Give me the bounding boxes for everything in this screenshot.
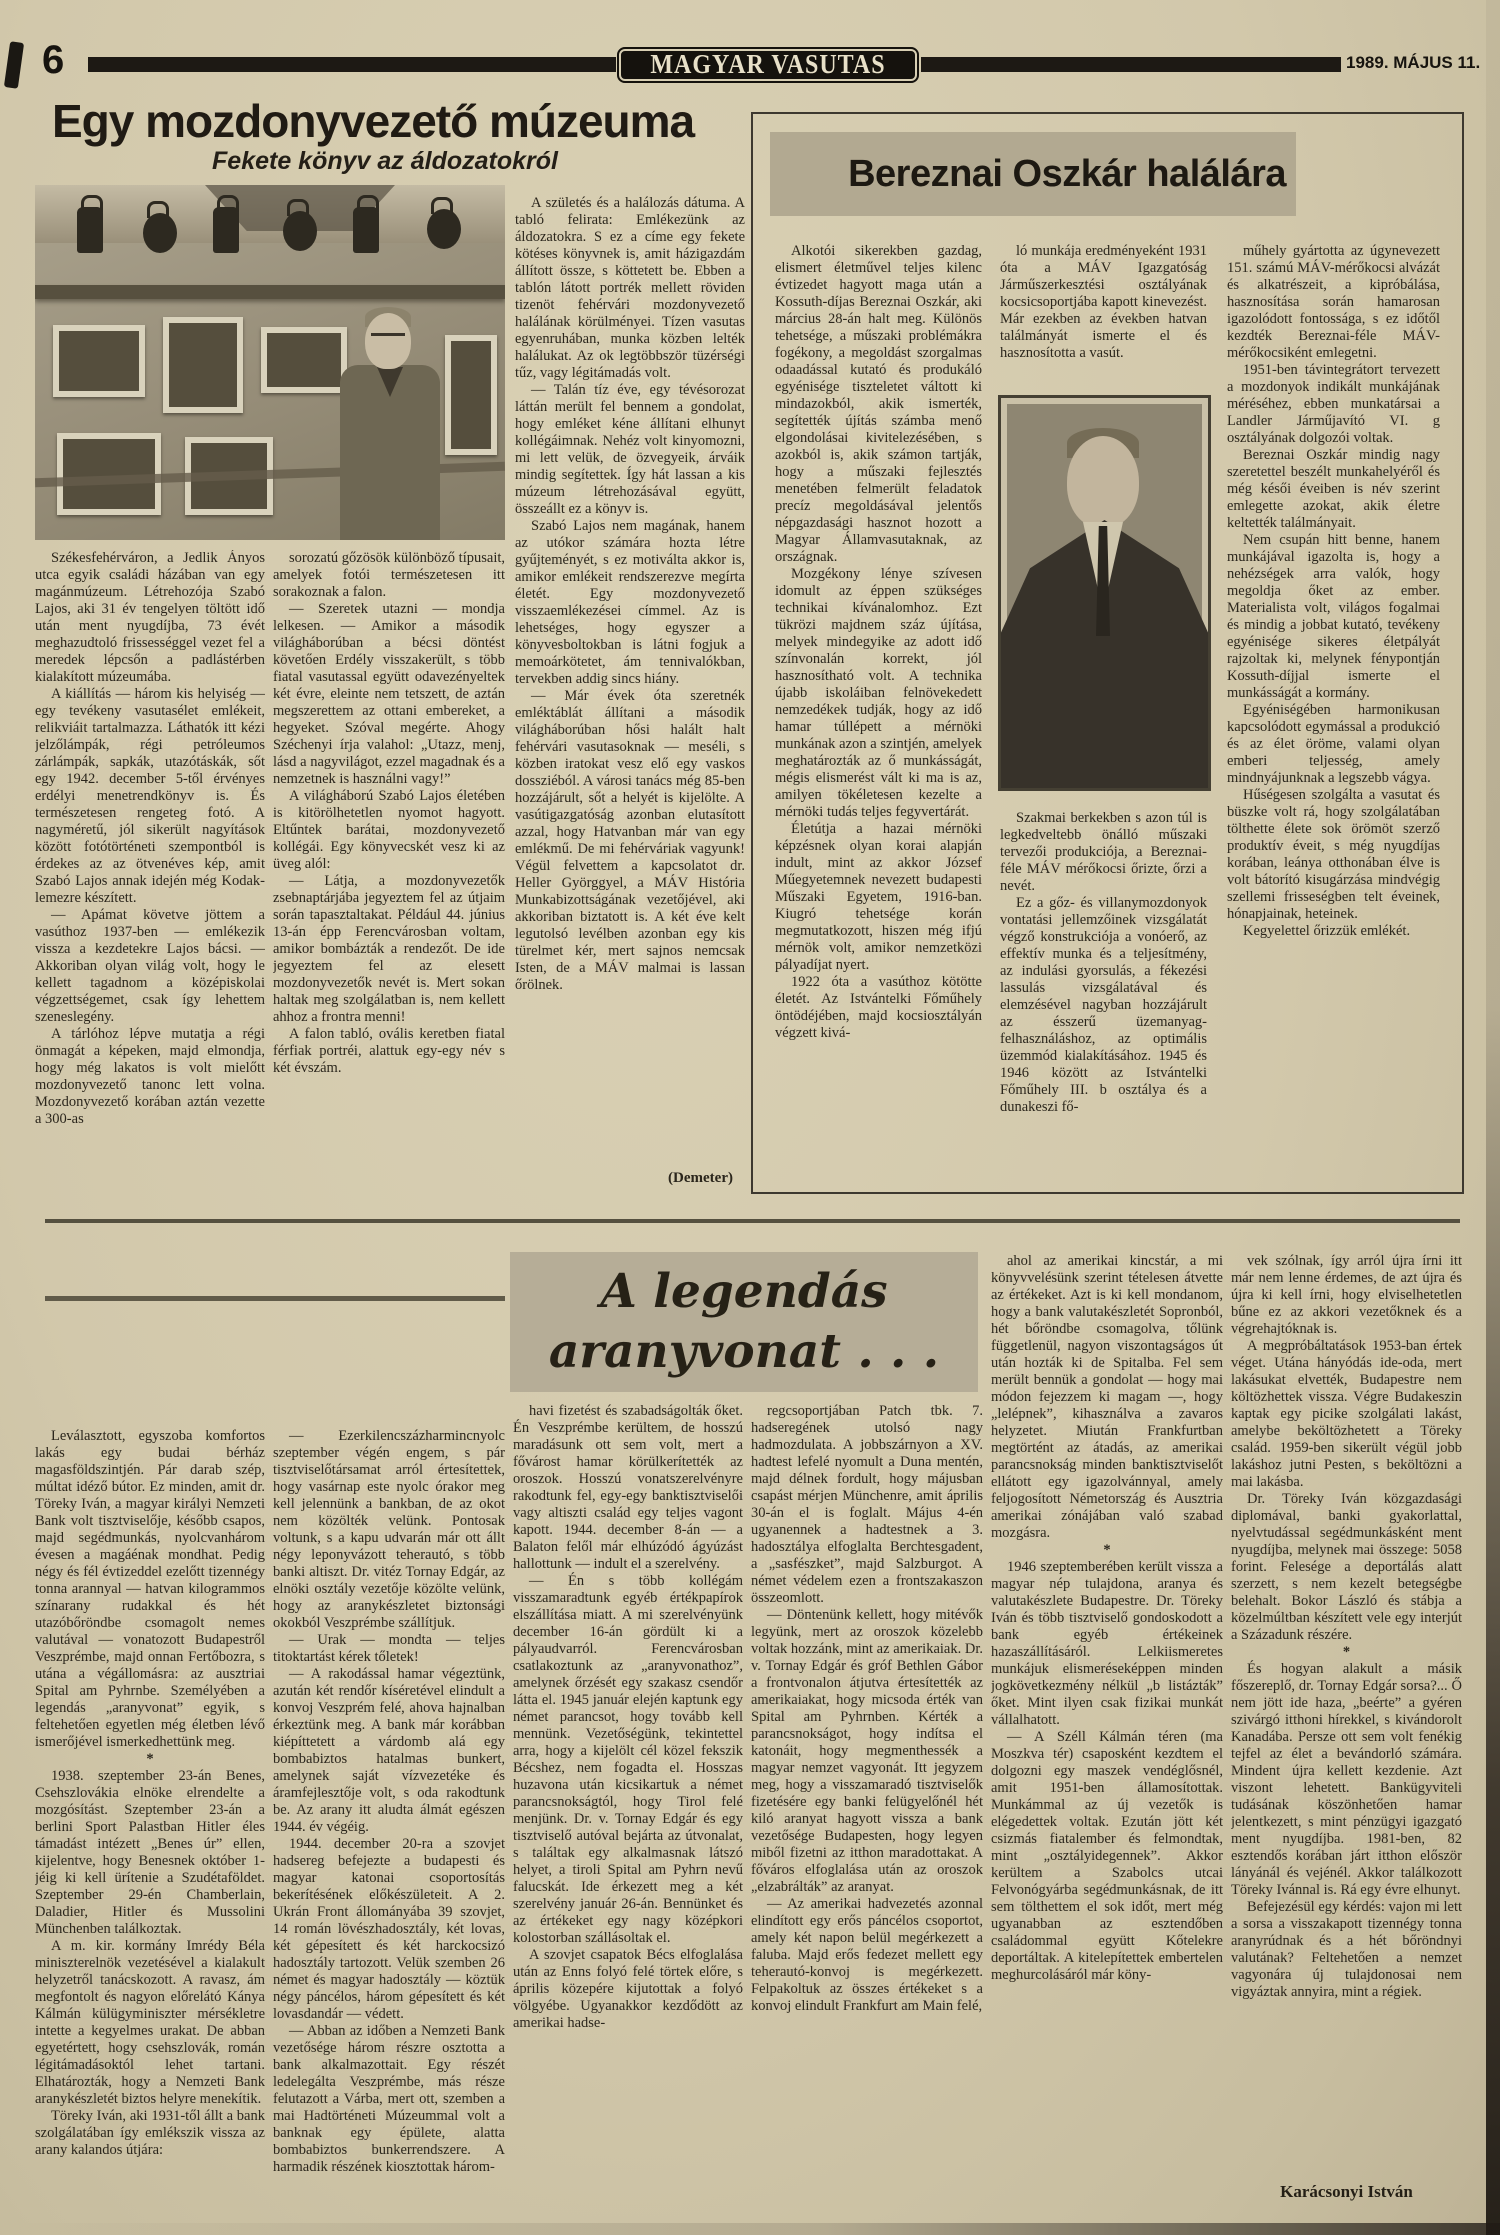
article2-headline: Bereznai Oszkár halálára bbox=[848, 152, 1286, 195]
article1-headline: Egy mozdonyvezető múzeuma bbox=[52, 95, 695, 147]
article3-column-4: regcsoportjában Patch tbk. 7. hadseregének utolsó nagy hadmozdulata. A jobbszárnyon a XV. hadtest lefelé nyomult a Duna mentén, majd délnek fordult, hogy májusban csapást mérjen Münchenre, amit április 30-án el is foglalt. Május 4-én ugyanennek a hadtestnek a 3. hadosztálya elfoglalta Berchtesgadent, a „sasfészket”, majd Salzburgot. A német védelem ezen a frontszakaszon összeomlott. — Döntenünk kellett, hogy mitévők legyünk, mert az oroszok közelebb voltak hozzánk, mint az amerikaiak. Dr. v. Tornay Edgár és gróf Bethlen Gábor a frontvonalon átjutva értesítették az amerikaiakat, hogy micsoda érték van Spital am Pyhrnben. Kérték a parancsnokságot, hogy indítsa el katonáit, hogy megmenthessék a magyar nemzet vagyonát. Itt jegyzem meg, hogy a visszamaradó tisztviselők fizetésére egy banki felügyelőnél hét kiló aranyat hagyott vissza a bank vezetősége Budapesten, hogy legyen miből fizetni az itthon maradottakat. A főváros elfoglalása után az oroszok „elzabrálták” az aranyat. — Az amerikai hadvezetés azonnal elindított egy erős páncélos csoportot, amely két napon belül megérkezett a faluba. Majd erős fedezet mellett egy teherautó-konvoj is megérkezett. Felpakoltuk az összes értékeket s a konvoj elindult Frankfurt am Main felé, bbox=[751, 1403, 983, 2014]
article3-column-6: vek szólnak, így arról újra írni itt már nem lenne érdemes, de azt újra és újra ki kell írni, hogy elviselhetetlen bűne ez az akkori vezetőknek és a végrehajtóknak is. A megpróbáltatások 1953-ban értek véget. Utána hányódás ide-oda, mert lakásukat elvették, Budapestre nem költözhettek vissza. Végre Budakeszin kaptak egy picike szolgálati lakást, amelybe beköltözhetett a Töreky család. 1959-ben sikerült végül jobb lakáshoz jutni Pesten, s beköltözni a mai lakásba. Dr. Töreky Iván közgazdasági diplomával, banki gyakorlattal, nyelvtudással segédmunkásként ment nyugdíjba, melynek mai összege: 5058 forint. Felesége a deportálás alatt szerzett, s nem kezelt betegségbe belehalt. Bokor László és stábja a közelmúltban készített vele egy interjút a Századunk részére. * És hogyan alakult a másik főszereplő, dr. Tornay Edgár sorsa?... Ő nem jött ide haza, „beérte” a gyéren szivárgó itthoni hírekkel, s kivándorolt Kanadába. Persze ott sem volt fenékig tejfel az élet a bevándorló számára. Mindent újra kellett kezdenie. Azt viszont lehetett. Bankügyviteli tudásának köszönhetően hamar jelentkezett, s mint pénzügyi igazgató ment nyugdíjba. 1981-ben, 82 esztendős korában járt itthon először lányánál és vejénél. Akkor találkozott Töreky Ivánnal is. Rá egy évre elhunyt. Befejezésül egy kérdés: vajon mi lett a sorsa a visszakapott tizennégy tonna aranyrúdnak és a hét bőröndnyi valutának? Feltehetően a nemzet vagyonára új tulajdonosai nem vigyáztak annyira, mint a régiek. bbox=[1231, 1253, 1462, 2000]
article1-column-3: A születés és a halálozás dátuma. A tabló felirata: Emlékezünk az áldozatokra. S ez a címe egy fekete kötéses könyvnek is, amit házigazdám állított össze, s köttetett be. Ebben a tablón látott portrék mellett röviden tizenöt fehérvári mozdonyvezető halálának körülményei. Tízen vasutas egyenruhában, munka közben lelték halálukat. Az ok legtöbbször tüzérségi tűz, vagy légitámadás volt. — Talán tíz éve, egy tévésorozat láttán merült fel bennem a gondolat, hogy emléket kéne állítani elhunyt kollégáimnak. Nehéz volt kinyomozni, mi lett velük, de özvegyeik, árváik mindig segítettek. Így hát lassan a kis múzeum létrehozásával együtt, összeállt ez a könyv is. Szabó Lajos nem magának, hanem az utókor számára hozta létre gyűjteményét, s ez motiválta akkor is, amikor emlékeit rendszerezve megírta életét. Egy mozdonyvezető visszaemlékezései címmel. Az is lehetséges, hogy egyszer a könyvesboltokban is látni fogjuk a memoárkötetet, ám tennivalókban, tervekben addig sincs hiány. — Már évek óta szeretnék emléktáblát állítani a második világháborúban hősi halált halt fehérvári vasutasoknak — meséli, s közben iratokat vesz elő egy vaskos dossziéból. A városi tanács még 85-ben hozzájárult, sőt a helyét is kijelölte. A vasútigazgatóság azonban elutasított azzal, hogy Hatvanban már van egy emlékmű. De mi fehérváriak vagyunk! Végül felvettem a kapcsolatot dr. Heller Györggyel, a MÁV História Munkabizottságának vezetőjével, aki akkoriban biztatott is. A két éve kelt legutolsó levélben azonban egy kis türelmet kér, mert sajnos nemcsak Isten, de a MÁV malmai is lassan őrölnek. bbox=[515, 195, 745, 993]
scan-edge-right bbox=[1486, 0, 1500, 2235]
glasses-icon bbox=[371, 333, 405, 344]
masthead-logo bbox=[617, 47, 919, 83]
section-divider-left bbox=[45, 1296, 505, 1301]
article3-column-1: Leválasztott, egyszoba komfortos lakás egy budai bérház magasföldszintjén. Pár darab szép, múltat idéző bútor. Ez minden, amit dr. Töreky Iván, a magyar királyi Nemzeti Bank volt tisztviselője, később csapos, majd segédmunkás, nyolcvanhárom évesen a magáénak mondhat. Pedig négy és fél évtizeddel ezelőtt tizennégy tonna arannyal — hatvan kilogrammos színarany rudakkal és hét utazóbőröndbe csomagolt nemes valutával — vonatozott Budapestről Veszprémbe, majd onnan Fertőbozra, s utána a végállomásra: az ausztriai Spital am Pyhrnbe. Személyében a legendás „aranyvonat” egyik, s feltehetően egyetlen még életben lévő ismerőjével ismerkedhettünk meg. * 1938. szeptember 23-án Benes, Csehszlovákia elnöke elrendelte a mozgósítást. Szeptember 23-án a berlini Sport Palastban Hitler éles támadást intézett „Benes úr” ellen, kijelentve, hogy Benesnek október 1-jéig ki kell ürítenie a Szudétaföldet. Szeptember 29-én Chamberlain, Daladier, Hitler és Mussolini Münchenben találkoztak. A m. kir. kormány Imrédy Béla miniszterelnök vezetésével a kialakult helyzetről tanácskozott. A ravasz, ám megfontolt és nagyon előrelátó Kánya Kálmán külügyminiszter mérsékletre intette a kegyelmes urakat. De abban egyetértett, hogy csehszlovák, román légitámadásoktól lehet tartani. Elhatározták, hogy a Nemzeti Bank aranykészletét biztos helyre menekítik. Töreky Iván, aki 1931-től állt a bank szolgálatában így emlékszik vissza az arany kalandos útjára: bbox=[35, 1428, 265, 2158]
article3-title-line2: aranyvonat . . . bbox=[548, 1324, 940, 1379]
article3-column-5: ahol az amerikai kincstár, a mi könyvvelésünk szerint tételesen átvette az értékeket. Azt is ki kell mondanom, hogy a bank valutakészletét Sopronból, hét bőröndbe csomagolva, tőlünk függetlenül, nagyon viszontagságos út után hozták ki de Spitalba. Fel sem merült bennük a gondolat — hogy mai módon fejezzem ki magam —, hogy „lelépnek”, kihasználva a zavaros helyzetet. Miután Frankfurtban megtörtént az átadás, az amerikai parancsnokság minden banktisztviselőt ellátott egy igazolvánnyal, amely feljogosított Németország és Ausztria amerikai zónájában való szabad mozgásra. * 1946 szeptemberében került vissza a magyar nép tulajdona, aranya és valutakészlete Budapestre. Dr. Töreky Iván és több tisztviselő gondoskodott a bank egyéb értékeinek hazaszállításáról. Lelkiismeretes munkájuk elismeréseképpen minden jogkövetkezmény nélkül „b listázták” őket. Mint ilyen csak fizikai munkát vállalhatott. — A Széll Kálmán téren (ma Moszkva tér) csaposként kezdtem el dolgozni egy maszek vendéglősnél, amit 1951-ben államosítottak. Munkámmal az új vezetők is elégedettek voltak. Ezután jött két csizmás fiatalember és felmondtak, mint „osztályidegennek”. Akkor kerültem a Szabolcs utcai Felvonógyárba segédmunkásnak, de itt sem tölthettem el sok időt, mert még ugyanabban az esztendőben családommal együtt Kőtelekre deportáltak. A kitelepítettek embertelen meghurcolásáról már köny- bbox=[991, 1253, 1223, 1983]
article2-column-2-bottom: Szakmai berkekben s azon túl is legkedveltebb önálló műszaki tervezői produkciója, a Bereznai-féle MÁV mérőkocsi őrizte, őrzi a nevét. Ez a gőz- és villanymozdonyok vontatási jellemzőinek vizsgálatát végző konstrukciója a vonóerő, az effektív munka és a teljesítmény, az indulási gyorsulás, a fékezési lassulás vizsgálatával és elemzésével nagyban hozzájárult az ésszerű üzemanyag-felhasználáshoz, az optimális üzemmód kialakításához. 1945 és 1946 között az Istvántelki Főműhely III. b osztálya és a dunakeszi fő- bbox=[1000, 810, 1207, 1115]
article3-column-2: — Ezerkilencszázharmincnyolc szeptember végén engem, s pár tisztviselőtársamat arról értesítettek, hogy vasárnap este nyolc órakor meg kell jelennünk a bankban, de az okot nem közölték velünk. Pontosak voltunk, s a kapu udvarán már ott állt négy leponyvázott teherautó, s több banki altiszt. Dr. vitéz Tornay Edgár, az elnöki osztály vezetője közölte velünk, hogy az aranykészletet biztonsági okokból Veszprémbe szállítjuk. — Urak — mondta — teljes titoktartást kérek tőletek! — A rakodással hamar végeztünk, azután két rendőr kíséretével elindult a konvoj Veszprém felé, ahova hajnalban érkeztünk meg. A bank már korábban kiépíttetett a várdomb alá egy bombabiztos hatalmas bunkert, amelynek saját vízvezetéke és áramfejlesztője volt, s oda rakodtunk be. Az arany itt aludta álmát egészen 1944. év végéig. 1944. december 20-ra a szovjet hadsereg befejezte a budapesti és magyar katonai csoportosítás bekerítésének előkészületeit. A 2. Ukrán Front állományába 39 szovjet, 14 román lövészhadosztály, két lovas, két gépesített és két harckocsizó hadosztály tartozott. Velük szemben 26 német és magyar hadosztály — köztük négy páncélos, három gépesített és két lovasdandár — védett. — Abban az időben a Nemzeti Bank vezetősége három részre osztotta a bank alkalmazottait. Egy részét ledelegálta Veszprémbe, más része felutazott a Várba, mert ott, szemben a mai Hadtörténeti Múzeummal volt a banknak egy épülete, alatta bombabiztos bunkerrendszere. A harmadik részének kiosztottak három- bbox=[273, 1428, 505, 2175]
article1-column-1: Székesfehérváron, a Jedlik Ányos utca egyik családi házában van egy magánmúzeum. Létrehozója Szabó Lajos, aki 31 év tengelyen töltött idő után ment nyugdíjba, 73 évét meghazudtoló frissességgel vezet fel a meredek lépcsőn a padlástérben kialakított múzeumába. A kiállítás — három kis helyiség — egy tevékeny vasutasélet emlékeit, relikviáit tartalmazza. Láthatók itt kézi jelzőlámpák, régi petróleumos zárlámpák, sapkák, utazótáskák, sőt egy 1942. december 5-től érvényes erdélyi menetrendkönyv is. És természetesen rengeteg fotó. A nagyméretű, jól sikerült nagyítások között fotótörténeti szempontból is érdekes az az ötvenéves kép, amit Szabó Lajos annak idején még Kodak-lemezre készített. — Apámat követve jöttem a vasúthoz 1937-ben — emlékezik vissza a kezdetekre Lajos bácsi. — Akkoriban olyan világ volt, hogy le kellett tagadnom a középiskolai végzettségemet, csak így lehettem szeneslegény. A tárlóhoz lépve mutatja a régi önmagát a képeken, majd elmondja, hogy még lakatos is volt mielőtt mozdonyvezető tanonc lett volna. Mozdonyvezető korában aztán vezette a 300-as bbox=[35, 550, 265, 1127]
scan-edge-bottom bbox=[0, 2223, 1500, 2235]
article3-byline: Karácsonyi István bbox=[1280, 2182, 1413, 2201]
photo-shelf bbox=[35, 285, 505, 299]
signal-lamp-icon bbox=[77, 207, 103, 253]
page-number: 6 bbox=[42, 38, 65, 82]
article3-column-3: havi fizetést és szabadságolták őket. Én Veszprémbe kerültem, de hosszú maradásunk ott sem volt, mert a fővárost hamar körülkerítették az oroszok. Hosszú vonatszerelvényre rakodtunk fel, egy-egy banktisztviselői vagy altiszti család egy teljes vagont kapott. 1944. december 8-án — a Balaton felől már elhúzódó ágyúzást hallottunk — indult el a szerelvény. — Én s több kollégám visszamaradtunk egyéb értékpapírok elszállítása miatt. A mi szerelvényünk december 16-án gördült ki a pályaudvarról. Ferencvárosban csatlakoztunk az „aranyvonathoz”, amelynek őrzését egy szakasz csendőr látta el. 1945 január elején kaptunk egy német parancsot, hogy tovább kell mennünk. Vezetőségünk, tekintettel arra, hogy a kijelölt cél közel fekszik Bécshez, nem fogadta el. Hosszas huzavona után kicsikartuk a német parancsnokságtól, hogy Tirol felé menjünk. Dr. v. Tornay Edgár és egy tisztviselő autóval bejárta az útvonalat, s találtak egy alkalmasnak látszó helyet, a tiroli Spital am Pyhrn nevű falucskát. Ide érkezett meg a két szerelvény január 26-án. Bennünket és az értékeket egy nagy középkori kolostorban szállásoltak el. A szovjet csapatok Bécs elfoglalása után az Enns folyó felé törtek előre, s április közepére kijutottak a folyó völgyébe. Ugyanakkor kezdődött az amerikai hadse- bbox=[513, 1403, 743, 2031]
scan-edge-mark bbox=[4, 41, 24, 89]
signal-lamp-icon bbox=[213, 207, 239, 253]
article2-column-3: műhely gyártotta az úgynevezett 151. számú MÁV-mérőkocsi alvázát és alkatrészeit, a kipróbálása, hasznosítása során hamarosan igazolódott fontossága, s ez időtől kezdték Bereznai-féle MÁV-mérőkocsiként emlegetni. 1951-ben távintegrátort tervezett a mozdonyok indikált munkájának méréséhez, ebben munkatársai a Landler Járműjavító VI. g osztályának dolgozói voltak. Bereznai Oszkár mindig nagy szeretettel beszélt munkahelyéről és még késői éveiben is név szerint emlegette azokat, akik életre keltették találmányait. Nem csupán hitt benne, hanem munkájával igazolta is, hogy a nehézségek arra valók, hogy megoldja őket az ember. Materialista volt, világos fogalmai és mindig a jobbat kutató, tevékeny egyénisége sikeres életpályát rajzoltak ki, melynek fénypontján Kossuth-díjjal ismerte el munkásságát a kormány. Egyéniségében harmonikusan kapcsolódott egymással a produkció és az élet öröme, valami olyan emberi teljesség, amely mindnyájunknak a legszebb vágya. Hűségesen szolgálta a vasutat és büszke volt rá, hogy szolgálatában tölthette élete sok örömöt szerző produktív éveit, s még nyugdíjas korában, leánya otthonában élve is volt bátorító kisugárzása mindvégig szellemi frisseségben telt éveinek, hónapjainak, heteinek. Kegyelettel őrizzük emlékét. bbox=[1227, 243, 1440, 939]
section-divider bbox=[45, 1219, 1460, 1223]
framed-photo bbox=[445, 335, 497, 455]
article2-headline-box bbox=[770, 132, 1296, 216]
article1-subtitle: Fekete könyv az áldozatokról bbox=[212, 147, 558, 175]
masthead-rule-right bbox=[921, 57, 1341, 72]
signal-lamp-icon bbox=[353, 207, 379, 253]
article1-byline: (Demeter) bbox=[668, 1170, 733, 1186]
signal-lamp-icon bbox=[283, 211, 317, 251]
framed-photo bbox=[163, 317, 243, 413]
article3-title-line1: A legendás bbox=[600, 1264, 888, 1319]
bereznai-portrait-photo bbox=[998, 395, 1211, 791]
masthead-rule-left bbox=[88, 57, 616, 72]
article2-column-1: Alkotói sikerekben gazdag, elismert életművel teljes kilenc évtizedet hagyott maga után a Kossuth-díjas Bereznai Oszkár, aki március 28-án halt meg. Különös tehetsége, a műszaki problémákra fogékony, a megoldást szorgalmas odaadással kutató és produkáló egyénisége tiszteletet váltott ki mindazokból, akik ismerték, segítették újítás számba menő elgondolásai kivitelezésében, s azokból is, akik számon tartják, hogy a műszaki fejlesztés menetében felmerült feladatok precíz megoldásával jelentős népgazdasági hasznot hozott a Magyar Államvasutaknak, az országnak. Mozgékony lénye szívesen idomult az éppen szükséges technikai kívánalomhoz. Ezt tükrözi majdnem száz újítása, melyek mindegyike az adott idő színvonalán korrekt, jól hasznosítható volt. A technika újabb iskoláiban felnövekedett nemzedékek tudják, hogy az idő hamar túllépett a mérnöki munkának azon a szintjén, amelyek meghatározták az ő munkásságát, mégis elismerést vált ki ma is az, amilyen tökéletesen kezelte a mérnöki tudás teljes fegyvertárát. Életútja a hazai mérnöki képzésnek olyan korai alapján indult, mint az akkor József Műegyetemnek nevezett budapesti Műszaki Egyetem, 1916-ban. Kiugró tehetsége korán megmutatkozott, hiszen még ifjú mérnök volt, amikor nemzetközi pályadíjat nyert. 1922 óta a vasúthoz kötötte életét. Az Istvántelki Főműhely öntödéjében, majd kocsiosztályán végzett kivá- bbox=[775, 243, 982, 1041]
portrait-face bbox=[1067, 436, 1139, 528]
museum-photo bbox=[35, 185, 505, 540]
signal-lamp-icon bbox=[143, 213, 177, 253]
framed-photo bbox=[261, 327, 347, 393]
article2-column-2-top: ló munkája eredményeként 1931 óta a MÁV Igazgatóság Járműszerkesztési osztályának kocsicsoportjába kapott kinevezést. Már ezekben az években hatvan találmányát ismerte el és hasznosította a vasút. bbox=[1000, 243, 1207, 361]
framed-photo bbox=[53, 325, 145, 397]
issue-date: 1989. MÁJUS 11. bbox=[1346, 53, 1481, 72]
masthead-title: MAGYAR VASUTAS bbox=[650, 49, 886, 80]
article1-column-2: sorozatú gőzösök különböző típusait, amelyek fotói természetesen itt sorakoznak a falon. — Szeretek utazni — mondja lelkesen. — Amikor a második világháborúban a bécsi döntést követően Erdély visszakerült, s több fiatal vasutassal együtt odavezényeltek két évre, eleinte nem tetszett, de aztán megszerettem az ottani embereket, a hegyeket. Szóval megérte. Ahogy Széchenyi írja valahol: „Utazz, menj, lásd a nagyvilágot, ezzel magadnak és a nemzetnek is használni vagy!” A világháború Szabó Lajos életében is kitörölhetetlen nyomot hagyott. Eltűntek barátai, mozdonyvezető kollégái. Egy könyvecskét vesz ki az üveg alól: — Látja, a mozdonyvezetők zsebnaptárjába jegyeztem fel az útjaim során tapasztaltakat. Például 44. június 13-án épp Ferencvárosban voltam, amikor bombázták a rendezőt. De ide jegyeztem fel az elesett mozdonyvezetők nevét is. Mert sokan haltak meg szolgálatban is, nem kellett ahhoz a frontra menni! A falon tabló, ovális keretben fiatal férfiak portréi, alattuk egy-egy név s két évszám. bbox=[273, 550, 505, 1076]
signal-lamp-icon bbox=[427, 209, 461, 249]
article3-title-box bbox=[510, 1252, 978, 1392]
